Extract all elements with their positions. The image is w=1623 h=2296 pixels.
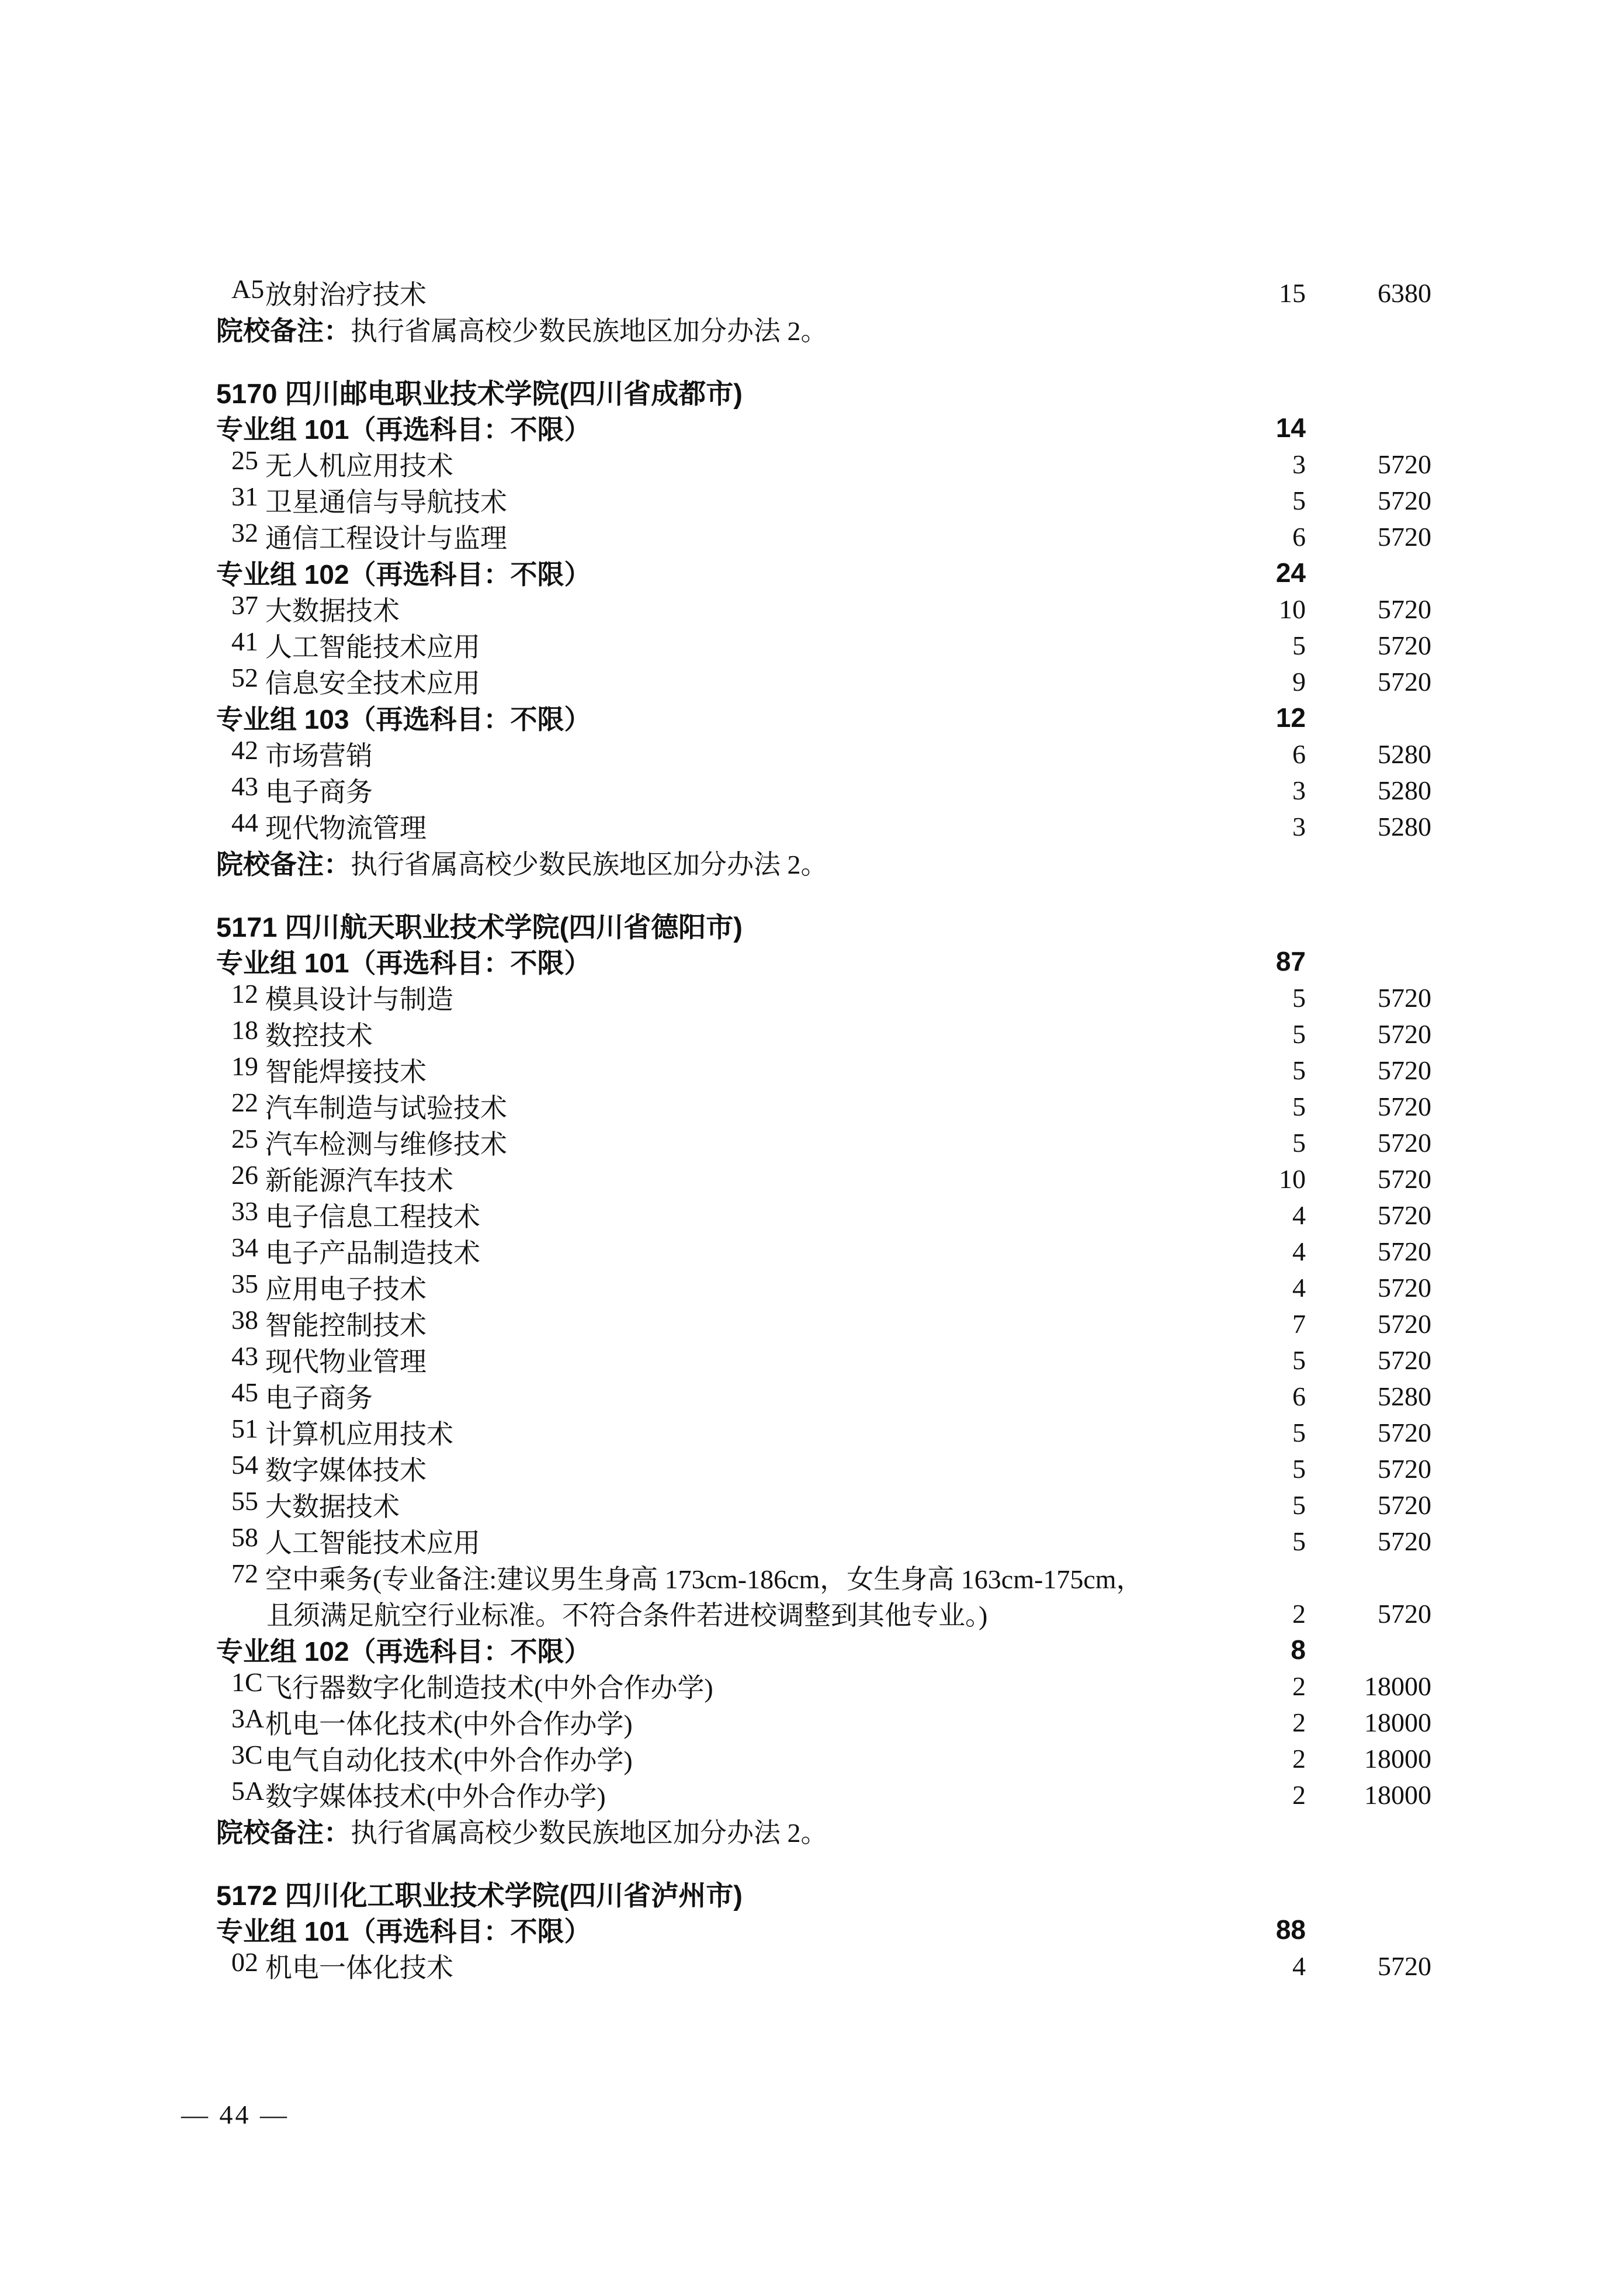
- quota-value: 3: [1292, 449, 1306, 479]
- fee-value: 5720: [1378, 1127, 1431, 1158]
- quota-value: 5: [1292, 485, 1306, 515]
- quota-value: 2: [1292, 1671, 1306, 1701]
- fee-value: 5280: [1378, 775, 1431, 805]
- program-row: [216, 1016, 1431, 1052]
- quota-value: 5: [1292, 1453, 1306, 1484]
- program-name: 智能控制技术: [265, 1311, 426, 1341]
- program-row: [216, 1052, 1431, 1088]
- program-row: [216, 591, 1431, 627]
- program-code: 34: [231, 1232, 258, 1262]
- program-name: 信息安全技术应用: [265, 669, 480, 698]
- program-name: 汽车检测与维修技术: [265, 1130, 507, 1159]
- quota-value: 5: [1292, 982, 1306, 1013]
- fee-value: 5720: [1378, 1272, 1431, 1303]
- program-row: [216, 1776, 1431, 1813]
- quota-value: 10: [1279, 1163, 1306, 1194]
- note-label: 院校备注：: [216, 1817, 351, 1848]
- program-name: 电子商务: [265, 777, 373, 807]
- quota-value: 15: [1279, 278, 1306, 308]
- group-header-row: [216, 943, 1431, 979]
- fee-value: 18000: [1364, 1779, 1431, 1810]
- fee-value: 5720: [1378, 1526, 1431, 1556]
- program-name: 人工智能技术应用: [265, 1528, 480, 1558]
- program-code: 25: [231, 445, 258, 475]
- fee-value: 5720: [1378, 1236, 1431, 1266]
- program-row: [216, 736, 1431, 772]
- program-row: [216, 1523, 1431, 1559]
- program-name: 电气自动化技术(中外合作办学): [265, 1746, 633, 1775]
- program-row: [216, 808, 1431, 844]
- group-label: 专业组 102（再选科目：不限）: [216, 1636, 591, 1667]
- quota-value: 5: [1292, 1019, 1306, 1049]
- fee-value: 5720: [1378, 630, 1431, 660]
- program-code: 52: [231, 663, 258, 692]
- fee-value: 5720: [1378, 1055, 1431, 1085]
- quota-value: 4: [1292, 1236, 1306, 1266]
- program-code: 51: [231, 1414, 258, 1443]
- program-name: 电子信息工程技术: [265, 1202, 480, 1232]
- fee-value: 18000: [1364, 1707, 1431, 1737]
- group-label: 专业组 101（再选科目：不限）: [216, 1916, 591, 1947]
- program-code: 25: [231, 1124, 258, 1154]
- program-row: [216, 1269, 1431, 1305]
- quota-value: 5: [1292, 1417, 1306, 1447]
- college-title: 5171 四川航天职业技术学院(四川省德阳市): [216, 911, 743, 943]
- program-row: [216, 1197, 1431, 1233]
- quota-value: 4: [1292, 1951, 1306, 1981]
- program-row: [216, 1704, 1431, 1740]
- program-name: 放射治疗技术: [265, 280, 426, 310]
- quota-value: 3: [1292, 775, 1306, 805]
- quota-value: 2: [1292, 1707, 1306, 1737]
- group-header-row: [216, 555, 1431, 591]
- program-code: 26: [231, 1160, 258, 1190]
- quota-value: 6: [1292, 1381, 1306, 1411]
- quota-value: 6: [1292, 739, 1306, 769]
- group-quota: 12: [1275, 702, 1306, 733]
- group-quota: 8: [1291, 1634, 1306, 1665]
- program-code: 02: [231, 1947, 258, 1977]
- quota-value: 2: [1292, 1743, 1306, 1774]
- program-name: 数控技术: [265, 1021, 373, 1051]
- fee-value: 5720: [1378, 521, 1431, 552]
- page-number: — 44 —: [181, 2100, 289, 2129]
- group-quota: 24: [1275, 557, 1306, 588]
- program-name: 新能源汽车技术: [265, 1166, 453, 1196]
- group-quota: 88: [1275, 1914, 1306, 1945]
- program-code: 42: [231, 735, 258, 765]
- group-label: 专业组 103（再选科目：不限）: [216, 704, 591, 735]
- program-name-line1: 空中乘务(专业备注:建议男生身高 173cm-186cm，女生身高 163cm-175cm，: [265, 1564, 1143, 1594]
- program-code: 43: [231, 1341, 258, 1371]
- fee-value: 18000: [1364, 1743, 1431, 1774]
- program-row: [216, 1305, 1431, 1342]
- fee-value: 5720: [1378, 982, 1431, 1013]
- group-label: 专业组 101（再选科目：不限）: [216, 948, 591, 978]
- program-row: [216, 1740, 1431, 1776]
- program-name: 汽车制造与试验技术: [265, 1093, 507, 1123]
- fee-value: 5720: [1378, 485, 1431, 515]
- program-row: [216, 1414, 1431, 1450]
- program-name: 模具设计与制造: [265, 985, 453, 1014]
- group-header-row: [216, 410, 1431, 446]
- program-row: [216, 663, 1431, 699]
- quota-value: 5: [1292, 1345, 1306, 1375]
- program-row-wrapped-line1: [216, 1559, 1431, 1595]
- program-name: 现代物流管理: [265, 813, 426, 843]
- program-row: [216, 446, 1431, 482]
- program-code: 45: [231, 1377, 258, 1407]
- fee-value: 5280: [1378, 739, 1431, 769]
- fee-value: 5720: [1378, 1345, 1431, 1375]
- program-name: 智能焊接技术: [265, 1057, 426, 1087]
- program-row: [216, 275, 1431, 311]
- quota-value: 2: [1292, 1779, 1306, 1810]
- program-code: 12: [231, 979, 258, 1009]
- group-header-row: [216, 1911, 1431, 1948]
- program-code: 44: [231, 808, 258, 837]
- program-name: 机电一体化技术: [265, 1953, 453, 1983]
- quota-value: 5: [1292, 1127, 1306, 1158]
- fee-value: 5720: [1378, 1417, 1431, 1447]
- program-code: A5: [231, 274, 265, 304]
- fee-value: 5720: [1378, 1951, 1431, 1981]
- program-row: [216, 1378, 1431, 1414]
- fee-value: 18000: [1364, 1671, 1431, 1701]
- program-row: [216, 1450, 1431, 1487]
- program-name: 电子产品制造技术: [265, 1238, 480, 1268]
- note-text: 执行省属高校少数民族地区加分办法 2。: [351, 1818, 828, 1848]
- program-code: 1C: [231, 1667, 263, 1697]
- fee-value: 5720: [1378, 666, 1431, 697]
- program-row: [216, 1088, 1431, 1124]
- quota-value: 5: [1292, 1526, 1306, 1556]
- fee-value: 5280: [1378, 811, 1431, 841]
- fee-value: 6380: [1378, 278, 1431, 308]
- program-row: [216, 1487, 1431, 1523]
- group-header-row: [216, 1632, 1431, 1668]
- program-name: 数字媒体技术(中外合作办学): [265, 1782, 606, 1812]
- fee-value: 5720: [1378, 1308, 1431, 1339]
- program-code: 54: [231, 1450, 258, 1480]
- program-code: 3C: [231, 1740, 263, 1769]
- program-code: 18: [231, 1015, 258, 1045]
- college-header: [216, 907, 1431, 943]
- program-name: 电子商务: [265, 1383, 373, 1413]
- program-row: [216, 1161, 1431, 1197]
- program-code: 72: [231, 1559, 258, 1588]
- program-name: 卫星通信与导航技术: [265, 487, 507, 517]
- program-code: 58: [231, 1522, 258, 1552]
- quota-value: 5: [1292, 1055, 1306, 1085]
- program-name: 应用电子技术: [265, 1275, 426, 1304]
- program-name: 人工智能技术应用: [265, 632, 480, 662]
- program-row: [216, 979, 1431, 1016]
- fee-value: 5720: [1378, 1490, 1431, 1520]
- program-code: 32: [231, 518, 258, 548]
- program-name: 计算机应用技术: [265, 1419, 453, 1449]
- quota-value: 3: [1292, 811, 1306, 841]
- quota-value: 4: [1292, 1200, 1306, 1230]
- fee-value: 5280: [1378, 1381, 1431, 1411]
- program-code: 31: [231, 482, 258, 511]
- group-quota: 14: [1275, 413, 1306, 443]
- fee-value: 5720: [1378, 1019, 1431, 1049]
- admission-plan-table: [216, 275, 1431, 1984]
- program-code: 19: [231, 1051, 258, 1081]
- college-header: [216, 1875, 1431, 1911]
- program-row: [216, 1233, 1431, 1269]
- program-name: 现代物业管理: [265, 1347, 426, 1377]
- college-note-row: [216, 844, 1431, 881]
- quota-value: 5: [1292, 1490, 1306, 1520]
- program-row-wrapped-line2: [216, 1595, 1431, 1632]
- program-row: [216, 627, 1431, 663]
- fee-value: 5720: [1378, 594, 1431, 624]
- program-name: 大数据技术: [265, 596, 400, 626]
- note-label: 院校备注：: [216, 849, 351, 879]
- program-code: 37: [231, 590, 258, 620]
- fee-value: 5720: [1378, 1163, 1431, 1194]
- group-header-row: [216, 699, 1431, 736]
- program-name: 无人机应用技术: [265, 451, 453, 481]
- program-code: 38: [231, 1305, 258, 1335]
- program-row: [216, 482, 1431, 518]
- quota-value: 5: [1292, 630, 1306, 660]
- college-title: 5172 四川化工职业技术学院(四川省泸州市): [216, 1879, 743, 1911]
- fee-value: 5720: [1378, 1091, 1431, 1121]
- program-name: 大数据技术: [265, 1492, 400, 1522]
- program-code: 5A: [231, 1776, 265, 1806]
- quota-value: 6: [1292, 521, 1306, 552]
- program-code: 3A: [231, 1703, 265, 1733]
- note-text: 执行省属高校少数民族地区加分办法 2。: [351, 850, 828, 879]
- program-code: 41: [231, 626, 258, 656]
- program-row: [216, 1124, 1431, 1161]
- group-label: 专业组 102（再选科目：不限）: [216, 559, 591, 590]
- college-header: [216, 373, 1431, 410]
- fee-value: 5720: [1378, 1453, 1431, 1484]
- program-name: 市场营销: [265, 741, 373, 771]
- program-code: 35: [231, 1269, 258, 1298]
- program-row: [216, 518, 1431, 555]
- program-row: [216, 772, 1431, 808]
- program-code: 22: [231, 1088, 258, 1117]
- quota-value: 5: [1292, 1091, 1306, 1121]
- program-row: [216, 1948, 1431, 1984]
- program-name-line2: 且须满足航空行业标准。不符合条件若进校调整到其他专业。): [266, 1601, 988, 1630]
- fee-value: 5720: [1378, 1598, 1431, 1629]
- quota-value: 4: [1292, 1272, 1306, 1303]
- program-code: 55: [231, 1486, 258, 1516]
- quota-value: 2: [1292, 1598, 1306, 1629]
- college-note-row: [216, 311, 1431, 347]
- program-name: 飞行器数字化制造技术(中外合作办学): [265, 1673, 713, 1703]
- program-row: [216, 1342, 1431, 1378]
- quota-value: 7: [1292, 1308, 1306, 1339]
- fee-value: 5720: [1378, 1200, 1431, 1230]
- quota-value: 9: [1292, 666, 1306, 697]
- college-note-row: [216, 1813, 1431, 1849]
- quota-value: 10: [1279, 594, 1306, 624]
- program-name: 数字媒体技术: [265, 1456, 426, 1485]
- program-name: 通信工程设计与监理: [265, 524, 507, 553]
- program-code: 33: [231, 1196, 258, 1226]
- fee-value: 5720: [1378, 449, 1431, 479]
- note-text: 执行省属高校少数民族地区加分办法 2。: [351, 316, 828, 346]
- note-label: 院校备注：: [216, 316, 351, 346]
- college-title: 5170 四川邮电职业技术学院(四川省成都市): [216, 378, 743, 409]
- program-code: 43: [231, 771, 258, 801]
- group-label: 专业组 101（再选科目：不限）: [216, 414, 591, 445]
- group-quota: 87: [1275, 946, 1306, 976]
- program-row: [216, 1668, 1431, 1704]
- program-name: 机电一体化技术(中外合作办学): [265, 1709, 633, 1739]
